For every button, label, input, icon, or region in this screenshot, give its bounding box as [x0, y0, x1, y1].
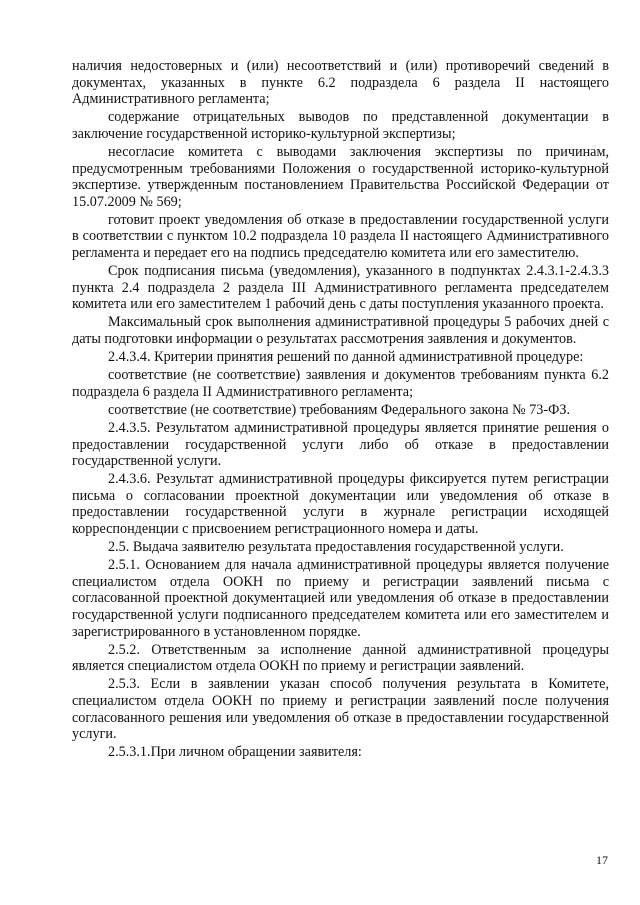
paragraph: содержание отрицательных выводов по представленной документации в заключение государственной историко-культурной экспертизы; — [72, 109, 609, 142]
paragraph: 2.5.1. Основанием для начала административной процедуры является получение специалистом отдела ООКН по приему и регистрации заявлений письма с согласованной проектной документацией или уведомления об отказе в предоставлении государственной услуги подписанного председателем комитета или его заместителем и зарегистрированного в установленном порядке. — [72, 557, 609, 640]
paragraph: готовит проект уведомления об отказе в предоставлении государственной услуги в соответствии с пунктом 10.2 подраздела 10 раздела II настоящего Административного регламента и передает его на подпись председателю комитета или его заместителю. — [72, 211, 609, 262]
paragraph: Срок подписания письма (уведомления), указанного в подпунктах 2.4.3.1-2.4.3.3 пункта 2.4 подраздела 2 раздела III Административного регламента председателем комитета или его заместителем 1 рабочий день с даты поступления указанного проекта. — [72, 263, 609, 313]
paragraph: 2.5. Выдача заявителю результата предоставления государственной услуги. — [108, 539, 564, 556]
paragraph: соответствие (не соответствие) требованиям Федерального закона № 73-ФЗ. — [108, 401, 570, 418]
paragraph: 2.5.3.1.При личном обращении заявителя: — [108, 744, 362, 761]
paragraph: 2.4.3.4. Критерии принятия решений по данной административной процедуре: — [108, 349, 584, 366]
paragraph: 2.5.3. Если в заявлении указан способ получения результата в Комитете, специалистом отдела ООКН по приему и регистрации заявлений после получения согласованного решения или уведомления об отказе в предоставлении государственной услуги. — [72, 676, 609, 743]
paragraph: несогласие комитета с выводами заключения экспертизы по причинам, предусмотренным требованиями Положения о государственной историко-культурной экспертизе. утвержденным постановлением Правительства Российской Федерации от 15.07.2009 № 569; — [72, 143, 609, 210]
paragraph: наличия недостоверных и (или) несоответствий и (или) противоречий сведений в документах, указанных в пункте 6.2 подраздела 6 раздела II настоящего Административного регламента; — [72, 58, 609, 108]
paragraph: Максимальный срок выполнения административной процедуры 5 рабочих дней с даты подготовки информации о результатах рассмотрения заявления и документов. — [72, 314, 609, 347]
page-number: 17 — [596, 853, 608, 867]
paragraph: 2.5.2. Ответственным за исполнение данной административной процедуры является специалистом отдела ООКН по приему и регистрации заявлений. — [72, 641, 609, 675]
document-body — [72, 58, 609, 762]
paragraph: 2.4.3.5. Результатом административной процедуры является принятие решения о предоставлении государственной услуги либо об отказе в предоставлении государственной услуги. — [72, 419, 609, 470]
paragraph: 2.4.3.6. Результат административной процедуры фиксируется путем регистрации письма о согласовании проектной документации или уведомления об отказе в предоставлении государственной услуги в журнале регистрации исходящей корреспонденции с присвоением регистрационного номера и даты. — [72, 471, 609, 538]
paragraph: соответствие (не соответствие) заявления и документов требованиям пункта 6.2 подраздела 6 раздела II Административного регламента; — [72, 367, 609, 400]
